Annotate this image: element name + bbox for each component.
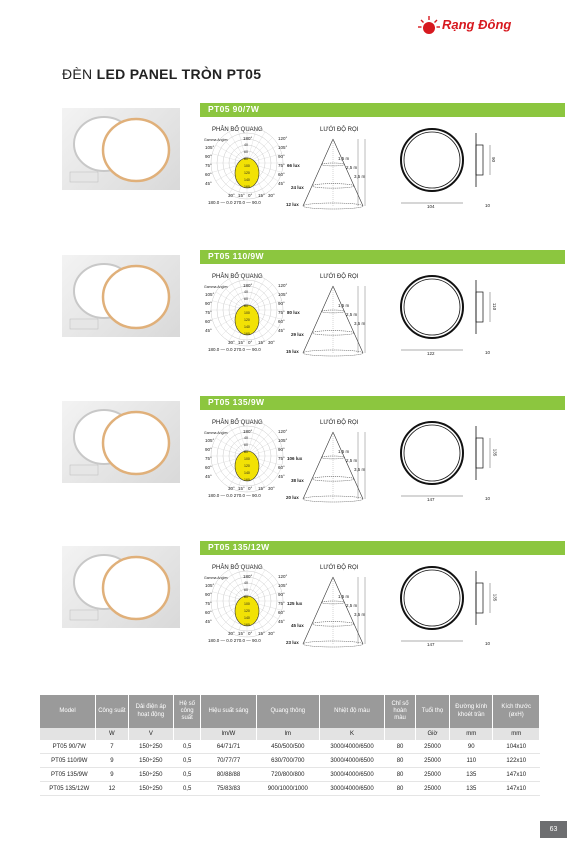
polar-value: 60 bbox=[244, 588, 248, 592]
table-cell: 0,5 bbox=[173, 768, 200, 782]
polar-angle-bottom: 15° bbox=[258, 193, 265, 198]
polar-angle-left: 75° bbox=[205, 163, 212, 168]
light-distribution-label: PHÂN BỐ QUANG bbox=[212, 127, 263, 133]
table-cell: 450/500/500 bbox=[256, 740, 319, 754]
polar-angle-left: 75° bbox=[205, 601, 212, 606]
product-band bbox=[200, 103, 565, 117]
driver-box bbox=[70, 172, 98, 182]
table-row bbox=[40, 740, 540, 754]
lux-value: 20 lux bbox=[286, 495, 299, 500]
lux-value: 106 lux bbox=[287, 456, 303, 461]
polar-value: 40 bbox=[244, 436, 248, 440]
height-label: 1,5 m bbox=[338, 594, 350, 599]
page-title bbox=[62, 66, 261, 82]
polar-angle-left: 45° bbox=[205, 181, 212, 186]
polar-angle-left: 90° bbox=[205, 301, 212, 306]
polar-angle-bottom: 0° bbox=[248, 193, 253, 198]
lux-value: 23 lux bbox=[286, 640, 299, 645]
height-label: 2,5 m bbox=[346, 603, 358, 608]
polar-angle-left: 105° bbox=[205, 438, 215, 443]
dimension-drawing bbox=[0, 0, 1, 1]
polar-value: 160 bbox=[244, 623, 250, 627]
height-label: 2,5 m bbox=[346, 312, 358, 317]
header-voltage: Dải điện áp hoạt động bbox=[128, 695, 173, 728]
front-inner-circle bbox=[404, 425, 460, 481]
polar-value: 100 bbox=[244, 602, 250, 606]
table-cell: 25000 bbox=[415, 754, 449, 768]
lamp-image bbox=[62, 401, 180, 483]
polar-angle-left: 45° bbox=[205, 328, 212, 333]
light-distribution-label: PHÂN BỐ QUANG bbox=[212, 565, 263, 571]
lux-value: 38 lux bbox=[291, 478, 304, 483]
polar-value: 40 bbox=[244, 290, 248, 294]
table-cell: PT05 135/9W bbox=[40, 768, 96, 782]
polar-value: 160 bbox=[244, 185, 250, 189]
lux-value: 80 lux bbox=[287, 310, 300, 315]
polar-angle-top: 180° bbox=[243, 283, 253, 288]
table-cell: 0,5 bbox=[173, 740, 200, 754]
polar-angle-left: 60° bbox=[205, 465, 212, 470]
polar-angle-bottom: 0° bbox=[248, 631, 253, 636]
table-cell: 80/88/88 bbox=[201, 768, 256, 782]
side-profile bbox=[476, 145, 483, 175]
cone-edge bbox=[333, 432, 366, 499]
table-cell: 25000 bbox=[415, 782, 449, 796]
cone-edge bbox=[333, 577, 366, 644]
product-name: PT05 135/12W bbox=[208, 542, 270, 552]
light-grid-label: LƯỚI ĐỘ RỌI bbox=[320, 420, 359, 426]
table-row bbox=[40, 782, 540, 796]
header-power-factor: Hệ số công suất bbox=[173, 695, 200, 728]
height-dimension: 135 bbox=[492, 593, 498, 602]
polar-angle-top: 180° bbox=[243, 574, 253, 579]
header-cri: Chỉ số hoàn màu bbox=[385, 695, 416, 728]
cone-edge bbox=[303, 577, 333, 644]
lux-value: 125 lux bbox=[287, 601, 303, 606]
polar-angle-left: 60° bbox=[205, 319, 212, 324]
polar-value: 100 bbox=[244, 164, 250, 168]
table-cell: 630/700/700 bbox=[256, 754, 319, 768]
lamp-image bbox=[62, 108, 180, 190]
front-circle bbox=[401, 422, 463, 484]
depth-dimension: 10 bbox=[485, 350, 491, 355]
polar-value: 160 bbox=[244, 478, 250, 482]
cone-edge bbox=[303, 139, 333, 206]
table-cell: PT05 135/12W bbox=[40, 782, 96, 796]
polar-angle-right: 60° bbox=[278, 610, 285, 615]
polar-angle-right: 120° bbox=[278, 283, 288, 288]
polar-angle-right: 60° bbox=[278, 172, 285, 177]
lux-value: 29 lux bbox=[291, 332, 304, 337]
product-photo bbox=[62, 401, 180, 483]
table-cell: 147x10 bbox=[493, 768, 540, 782]
table-header-row bbox=[40, 695, 540, 728]
product-name: PT05 110/9W bbox=[208, 251, 264, 261]
polar-angle-right: 120° bbox=[278, 429, 288, 434]
lamp-front bbox=[103, 119, 169, 181]
lux-value: 66 lux bbox=[287, 163, 300, 168]
polar-value: 160 bbox=[244, 332, 250, 336]
polar-angle-right: 105° bbox=[278, 292, 288, 297]
driver-box bbox=[70, 610, 98, 620]
polar-angle-right: 105° bbox=[278, 583, 288, 588]
polar-value: 40 bbox=[244, 143, 248, 147]
polar-angle-right: 90° bbox=[278, 154, 285, 159]
table-cell: 147x10 bbox=[493, 782, 540, 796]
polar-value: 120 bbox=[244, 318, 250, 322]
polar-value: 40 bbox=[244, 581, 248, 585]
polar-value: 140 bbox=[244, 178, 250, 182]
table-cell: 70/77/77 bbox=[201, 754, 256, 768]
table-cell: 150÷250 bbox=[128, 768, 173, 782]
light-distribution-label: PHÂN BỐ QUANG bbox=[212, 420, 263, 426]
product-name: PT05 135/9W bbox=[208, 397, 265, 407]
polar-angle-bottom: 15° bbox=[238, 486, 245, 491]
header-dimensions: Kích thước (øxH) bbox=[493, 695, 540, 728]
title-prefix: ĐÈN bbox=[62, 66, 97, 82]
height-label: 2,5 m bbox=[346, 165, 358, 170]
front-inner-circle bbox=[404, 570, 460, 626]
side-profile bbox=[476, 583, 483, 613]
polar-angle-bottom: 15° bbox=[238, 631, 245, 636]
height-label: 3,5 m bbox=[354, 321, 366, 326]
height-label: 1,5 m bbox=[338, 156, 350, 161]
table-cell: 150÷250 bbox=[128, 754, 173, 768]
table-cell: 90 bbox=[450, 740, 493, 754]
lux-value: 45 lux bbox=[291, 623, 304, 628]
lamp-front bbox=[103, 557, 169, 619]
product-photo bbox=[62, 255, 180, 337]
table-cell: 0,5 bbox=[173, 782, 200, 796]
table-cell: 122x10 bbox=[493, 754, 540, 768]
polar-value: 80 bbox=[244, 595, 248, 599]
header-power: Công suất bbox=[96, 695, 129, 728]
unit-cell: V bbox=[128, 728, 173, 740]
polar-angle-right: 90° bbox=[278, 301, 285, 306]
brand-name: Rạng Đông bbox=[442, 17, 512, 32]
depth-dimension: 10 bbox=[485, 203, 491, 208]
polar-angle-top: 180° bbox=[243, 136, 253, 141]
width-dimension: 122 bbox=[427, 351, 435, 356]
polar-value: 120 bbox=[244, 464, 250, 468]
brand-logo bbox=[418, 12, 578, 40]
polar-angle-bottom: 30° bbox=[228, 631, 235, 636]
polar-angle-left: 105° bbox=[205, 583, 215, 588]
table-cell: 7 bbox=[96, 740, 129, 754]
polar-angle-bottom: 30° bbox=[268, 486, 275, 491]
width-dimension: 104 bbox=[427, 204, 435, 209]
units-row bbox=[40, 728, 540, 740]
table-cell: 3000/4000/6500 bbox=[319, 768, 384, 782]
table-cell: 80 bbox=[385, 754, 416, 768]
polar-value: 120 bbox=[244, 171, 250, 175]
light-grid-label: LƯỚI ĐỘ RỌI bbox=[320, 127, 359, 133]
unit-cell: lm bbox=[256, 728, 319, 740]
polar-value: 140 bbox=[244, 325, 250, 329]
unit-cell: K bbox=[319, 728, 384, 740]
table-cell: 64/71/71 bbox=[201, 740, 256, 754]
product-band bbox=[200, 250, 565, 264]
polar-value: 120 bbox=[244, 609, 250, 613]
height-label: 1,5 m bbox=[338, 303, 350, 308]
polar-angle-right: 60° bbox=[278, 319, 285, 324]
polar-angle-left: 60° bbox=[205, 610, 212, 615]
polar-value: 80 bbox=[244, 304, 248, 308]
polar-value: 140 bbox=[244, 616, 250, 620]
driver-box bbox=[70, 465, 98, 475]
polar-value: 60 bbox=[244, 150, 248, 154]
table-cell: 80 bbox=[385, 768, 416, 782]
height-label: 1,5 m bbox=[338, 449, 350, 454]
polar-angle-left: 45° bbox=[205, 474, 212, 479]
front-circle bbox=[401, 129, 463, 191]
table-cell: 3000/4000/6500 bbox=[319, 740, 384, 754]
polar-angle-right: 60° bbox=[278, 465, 285, 470]
polar-angle-left: 45° bbox=[205, 619, 212, 624]
front-circle bbox=[401, 567, 463, 629]
depth-dimension: 10 bbox=[485, 641, 491, 646]
polar-angle-right: 90° bbox=[278, 592, 285, 597]
polar-angle-left: 60° bbox=[205, 172, 212, 177]
height-label: 3,5 m bbox=[354, 174, 366, 179]
polar-angle-left: 105° bbox=[205, 145, 215, 150]
width-dimension: 147 bbox=[427, 642, 435, 647]
table-row bbox=[40, 754, 540, 768]
polar-angle-right: 45° bbox=[278, 474, 285, 479]
front-inner-circle bbox=[404, 279, 460, 335]
table-cell: 135 bbox=[450, 768, 493, 782]
polar-angle-left: 90° bbox=[205, 592, 212, 597]
polar-legend: 180.0 — 0.0 270.0 — 90.0 bbox=[208, 638, 261, 643]
side-profile bbox=[476, 438, 483, 468]
header-efficacy: Hiệu suất sáng bbox=[201, 695, 256, 728]
polar-angle-right: 45° bbox=[278, 619, 285, 624]
table-cell: 150÷250 bbox=[128, 782, 173, 796]
spec-table bbox=[40, 695, 540, 796]
polar-value: 80 bbox=[244, 450, 248, 454]
polar-angle-bottom: 0° bbox=[248, 486, 253, 491]
polar-angle-right: 120° bbox=[278, 574, 288, 579]
polar-angle-right: 75° bbox=[278, 456, 285, 461]
height-dimension: 135 bbox=[492, 448, 498, 457]
height-dimension: 90 bbox=[491, 156, 497, 163]
lux-value: 24 lux bbox=[291, 185, 304, 190]
front-inner-circle bbox=[404, 132, 460, 188]
light-distribution-label: PHÂN BỐ QUANG bbox=[212, 274, 263, 280]
polar-angle-bottom: 0° bbox=[248, 340, 253, 345]
depth-dimension: 10 bbox=[485, 496, 491, 501]
table-cell: PT05 90/7W bbox=[40, 740, 96, 754]
unit-cell: lm/W bbox=[201, 728, 256, 740]
table-row bbox=[40, 768, 540, 782]
page-number: 63 bbox=[540, 821, 567, 838]
polar-angle-bottom: 15° bbox=[258, 631, 265, 636]
height-label: 3,5 m bbox=[354, 612, 366, 617]
polar-angle-left: 105° bbox=[205, 292, 215, 297]
width-dimension: 147 bbox=[427, 497, 435, 502]
sun-logo-icon bbox=[418, 15, 440, 37]
table-cell: 720/800/800 bbox=[256, 768, 319, 782]
side-profile bbox=[476, 292, 483, 322]
polar-angle-right: 105° bbox=[278, 145, 288, 150]
table-cell: 0,5 bbox=[173, 754, 200, 768]
polar-angle-bottom: 15° bbox=[238, 193, 245, 198]
polar-angle-right: 75° bbox=[278, 163, 285, 168]
polar-angle-right: 90° bbox=[278, 447, 285, 452]
polar-angle-top: 180° bbox=[243, 429, 253, 434]
product-band bbox=[200, 541, 565, 555]
polar-angle-bottom: 15° bbox=[258, 340, 265, 345]
polar-legend: 180.0 — 0.0 270.0 — 90.0 bbox=[208, 493, 261, 498]
polar-angle-left: 90° bbox=[205, 154, 212, 159]
polar-angle-bottom: 30° bbox=[228, 340, 235, 345]
driver-box bbox=[70, 319, 98, 329]
header-model: Model bbox=[40, 695, 96, 728]
unit-cell: Giờ bbox=[415, 728, 449, 740]
height-label: 3,5 m bbox=[354, 467, 366, 472]
polar-angle-left: 75° bbox=[205, 456, 212, 461]
header-lifetime: Tuổi thọ bbox=[415, 695, 449, 728]
polar-value: 100 bbox=[244, 457, 250, 461]
table-cell: 900/1000/1000 bbox=[256, 782, 319, 796]
unit-cell bbox=[40, 728, 96, 740]
height-dimension: 110 bbox=[492, 302, 498, 311]
polar-angle-bottom: 30° bbox=[268, 193, 275, 198]
polar-angle-right: 45° bbox=[278, 181, 285, 186]
polar-value: 100 bbox=[244, 311, 250, 315]
polar-angle-right: 120° bbox=[278, 136, 288, 141]
polar-value: 60 bbox=[244, 297, 248, 301]
polar-angle-right: 75° bbox=[278, 601, 285, 606]
gamma-label: Gamma Angles bbox=[204, 285, 228, 289]
table-cell: 12 bbox=[96, 782, 129, 796]
header-color-temp: Nhiệt độ màu bbox=[319, 695, 384, 728]
table-cell: 9 bbox=[96, 768, 129, 782]
table-cell: 3000/4000/6500 bbox=[319, 782, 384, 796]
polar-angle-bottom: 15° bbox=[238, 340, 245, 345]
height-label: 2,5 m bbox=[346, 458, 358, 463]
table-cell: 3000/4000/6500 bbox=[319, 754, 384, 768]
table-cell: 25000 bbox=[415, 768, 449, 782]
table-body bbox=[40, 728, 540, 796]
gamma-label: Gamma Angles bbox=[204, 138, 228, 142]
unit-cell: W bbox=[96, 728, 129, 740]
table-cell: 75/83/83 bbox=[201, 782, 256, 796]
light-grid-label: LƯỚI ĐỘ RỌI bbox=[320, 565, 359, 571]
table-cell: 135 bbox=[450, 782, 493, 796]
table-cell: 80 bbox=[385, 782, 416, 796]
polar-legend: 180.0 — 0.0 270.0 — 90.0 bbox=[208, 200, 261, 205]
polar-angle-bottom: 30° bbox=[268, 631, 275, 636]
polar-angle-bottom: 15° bbox=[258, 486, 265, 491]
product-band bbox=[200, 396, 565, 410]
title-bold: LED PANEL TRÒN PT05 bbox=[96, 66, 262, 82]
cone-edge bbox=[333, 139, 366, 206]
cone-edge bbox=[303, 286, 333, 353]
lamp-image bbox=[62, 546, 180, 628]
polar-value: 80 bbox=[244, 157, 248, 161]
polar-value: 60 bbox=[244, 443, 248, 447]
cone-edge bbox=[303, 432, 333, 499]
polar-angle-bottom: 30° bbox=[268, 340, 275, 345]
lux-value: 12 lux bbox=[286, 202, 299, 207]
unit-cell: mm bbox=[493, 728, 540, 740]
table-cell: 110 bbox=[450, 754, 493, 768]
table-cell: 9 bbox=[96, 754, 129, 768]
light-grid-label: LƯỚI ĐỘ RỌI bbox=[320, 274, 359, 280]
unit-cell bbox=[173, 728, 200, 740]
gamma-label: Gamma Angles bbox=[204, 431, 228, 435]
cone-edge bbox=[333, 286, 366, 353]
product-photo bbox=[62, 108, 180, 190]
polar-angle-right: 45° bbox=[278, 328, 285, 333]
front-circle bbox=[401, 276, 463, 338]
product-photo bbox=[62, 546, 180, 628]
unit-cell bbox=[385, 728, 416, 740]
polar-angle-bottom: 30° bbox=[228, 486, 235, 491]
polar-angle-left: 75° bbox=[205, 310, 212, 315]
polar-angle-bottom: 30° bbox=[228, 193, 235, 198]
header-cutout: Đường kính khoét trần bbox=[450, 695, 493, 728]
table-cell: PT05 110/9W bbox=[40, 754, 96, 768]
table-cell: 25000 bbox=[415, 740, 449, 754]
polar-legend: 180.0 — 0.0 270.0 — 90.0 bbox=[208, 347, 261, 352]
lamp-front bbox=[103, 412, 169, 474]
table-cell: 104x10 bbox=[493, 740, 540, 754]
table-cell: 150÷250 bbox=[128, 740, 173, 754]
unit-cell: mm bbox=[450, 728, 493, 740]
header-luminous-flux: Quang thông bbox=[256, 695, 319, 728]
polar-angle-right: 105° bbox=[278, 438, 288, 443]
lamp-image bbox=[62, 255, 180, 337]
table-cell: 80 bbox=[385, 740, 416, 754]
lux-value: 15 lux bbox=[286, 349, 299, 354]
polar-angle-left: 90° bbox=[205, 447, 212, 452]
polar-value: 140 bbox=[244, 471, 250, 475]
lamp-front bbox=[103, 266, 169, 328]
gamma-label: Gamma Angles bbox=[204, 576, 228, 580]
polar-angle-right: 75° bbox=[278, 310, 285, 315]
product-name: PT05 90/7W bbox=[208, 104, 260, 114]
